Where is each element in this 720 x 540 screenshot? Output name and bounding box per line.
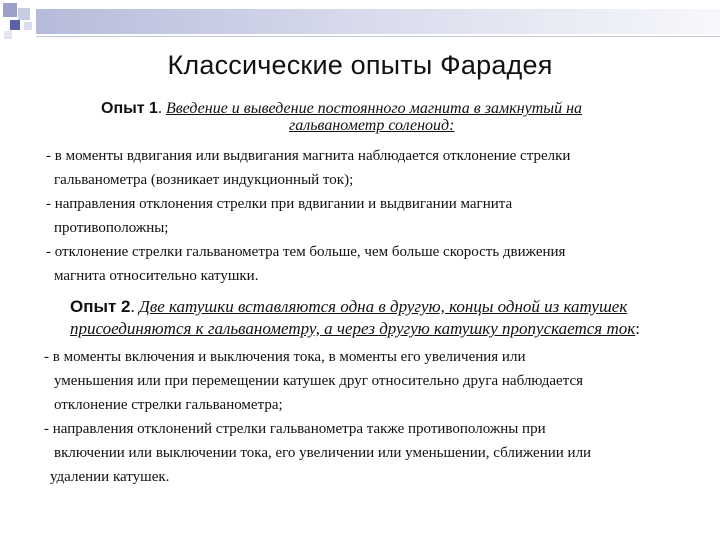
exp2-heading-cont: присоединяются к гальванометру, а через другую катушку пропускается ток: [70, 319, 640, 338]
exp2-label: Опыт 2 [70, 297, 131, 316]
exp1-line: - отклонение стрелки гальванометра тем больше, чем больше скорость движения [46, 244, 566, 260]
exp2-line: уменьшения или при перемещении катушек друг относительно друга наблюдается [54, 373, 583, 389]
exp1-heading: Опыт 1. Введение и выведение постоянного магнита в замкнутый на [101, 100, 583, 117]
exp1-line: - направления отклонения стрелки при вдвигании и выдвигании магнита [46, 196, 513, 212]
exp1-desc-line1: Введение и выведение постоянного магнита в замкнутый на [165, 100, 583, 117]
exp1-line: - в моменты вдвигания или выдвигания магнита наблюдается отклонение стрелки [46, 148, 571, 164]
exp2-line: отклонение стрелки гальванометра; [54, 397, 283, 413]
exp2-line: - направления отклонений стрелки гальванометра также противоположны при [44, 421, 546, 437]
decor-square [24, 22, 32, 30]
exp1-line: противоположны; [54, 220, 169, 236]
exp1-line: гальванометра (возникает индукционный ток); [54, 172, 354, 188]
exp2-desc-line2: присоединяются к гальванометру, а через другую катушку пропускается ток [70, 319, 636, 338]
decor-square [10, 20, 20, 30]
exp2-line: удалении катушек. [50, 469, 170, 485]
exp2-heading: Опыт 2. Две катушки вставляются одна в другую, концы одной из катушек [70, 297, 628, 316]
exp2-line: - в моменты включения и выключения тока, в моменты его увеличения или [44, 349, 526, 365]
exp1-desc-line2: гальванометр соленоид: [289, 117, 455, 134]
header-gradient-bar [36, 9, 720, 34]
exp2-line: включении или выключении тока, его увеличении или уменьшении, сближении или [54, 445, 592, 461]
slide-title: Классические опыты Фарадея [167, 50, 553, 80]
exp1-heading-cont [289, 116, 689, 135]
exp2-desc-line1: Две катушки вставляются одна в другую, концы одной из катушек [139, 297, 628, 316]
header-divider [36, 36, 720, 37]
exp1-label: Опыт 1 [101, 100, 158, 117]
decor-square [18, 8, 30, 20]
exp1-line: магнита относительно катушки. [54, 268, 259, 284]
decor-square [4, 31, 12, 39]
decor-square [3, 3, 17, 17]
